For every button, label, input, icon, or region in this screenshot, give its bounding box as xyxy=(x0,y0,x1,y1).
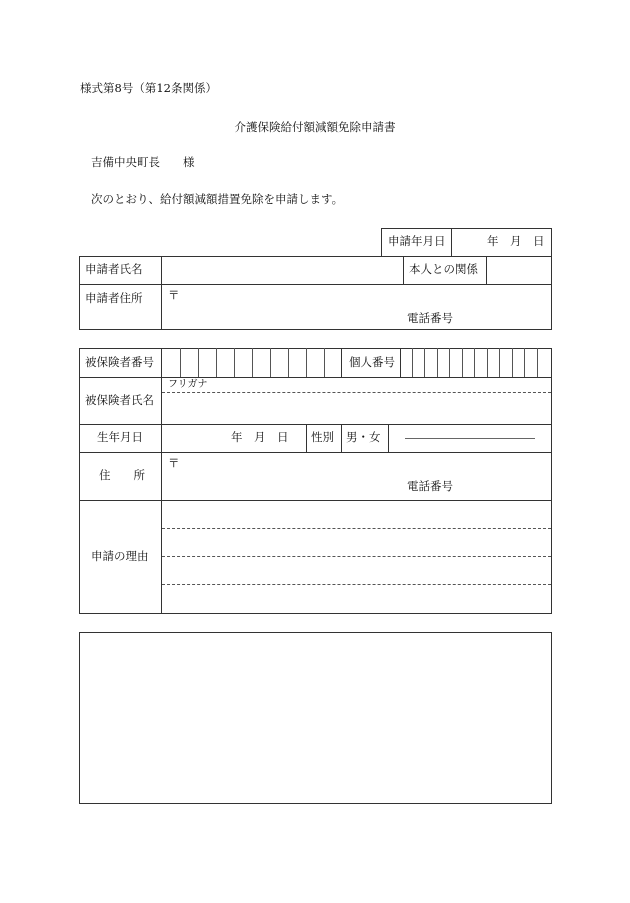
addressee: 吉備中央町長 様 xyxy=(91,155,195,169)
relation-label: 本人との関係 xyxy=(409,262,478,276)
gender-blank-line xyxy=(405,438,535,439)
application-date-label: 申請年月日 xyxy=(388,234,446,248)
applicant-name-field[interactable] xyxy=(162,257,402,283)
birthdate-label: 生年月日 xyxy=(97,430,143,444)
reason-label: 申請の理由 xyxy=(91,549,149,563)
insured-number-label: 被保険者番号 xyxy=(85,355,154,369)
birthdate-field[interactable]: 年 月 日 xyxy=(231,430,289,444)
insured-phone-label: 電話番号 xyxy=(407,479,453,493)
insured-name-label: 被保険者氏名 xyxy=(85,393,154,407)
applicant-name-label: 申請者氏名 xyxy=(85,262,143,276)
personal-number-label: 個人番号 xyxy=(349,355,395,369)
form-number: 様式第8号（第12条関係） xyxy=(80,81,217,95)
applicant-phone-label: 電話番号 xyxy=(407,311,453,325)
applicant-address-label: 申請者住所 xyxy=(85,291,143,305)
form-title: 介護保険給付額減額免除申請書 xyxy=(234,120,396,134)
insured-number-field[interactable] xyxy=(162,349,340,376)
insured-postal-mark: 〒 xyxy=(168,456,180,470)
insured-address-label: 住 所 xyxy=(99,468,145,482)
intro-text: 次のとおり、給付額減額措置免除を申請します。 xyxy=(91,192,344,206)
blank-notes-box[interactable] xyxy=(79,632,552,804)
insured-name-field[interactable] xyxy=(162,394,551,423)
furigana-label: フリガナ xyxy=(168,379,208,390)
relation-field[interactable] xyxy=(487,257,551,283)
application-date-field[interactable]: 年 月 日 xyxy=(487,234,545,248)
reason-field[interactable] xyxy=(162,501,551,613)
applicant-address-field[interactable] xyxy=(162,285,551,329)
gender-label: 性別 xyxy=(311,430,334,444)
insured-address-field[interactable] xyxy=(162,453,551,499)
gender-options[interactable]: 男・女 xyxy=(346,430,381,444)
furigana-field[interactable] xyxy=(162,378,551,391)
applicant-postal-mark: 〒 xyxy=(168,288,180,302)
